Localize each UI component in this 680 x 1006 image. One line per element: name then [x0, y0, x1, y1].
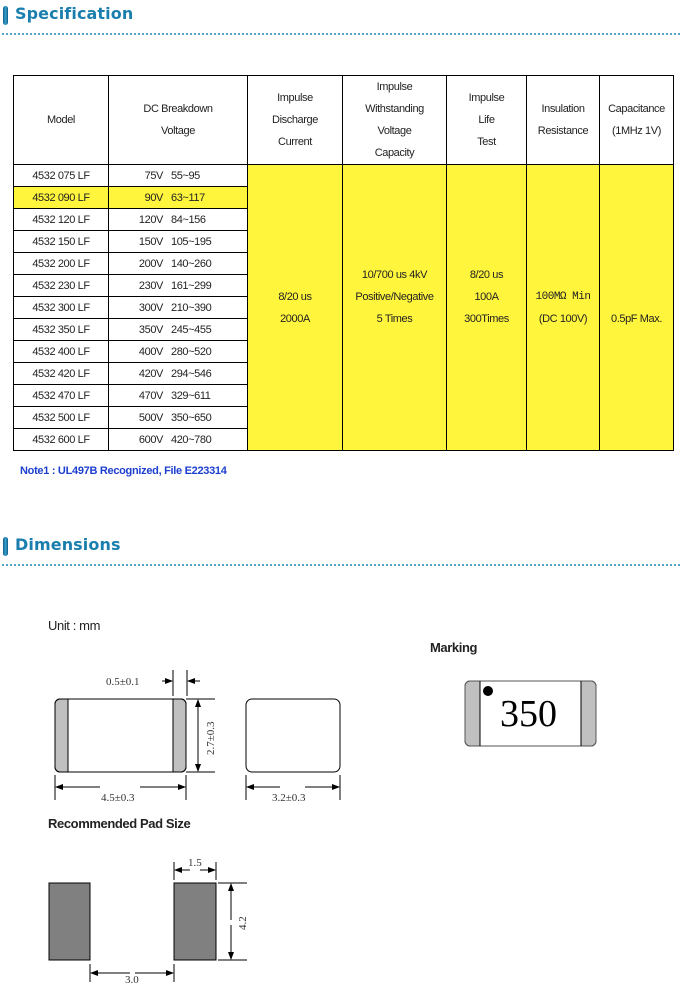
voltage-cell: 120V 84~156	[109, 209, 248, 231]
header-impulse-life: Impulse Life Test	[447, 76, 527, 165]
header-insulation: Insulation Resistance	[527, 76, 600, 165]
model-cell: 4532 470 LF	[14, 385, 109, 407]
impulse-withstanding-cell: 10/700 us 4kV Positive/Negative 5 Times	[343, 165, 447, 451]
model-cell: 4532 200 LF	[14, 253, 109, 275]
impulse-life-cell: 8/20 us 100A 300Times	[447, 165, 527, 451]
voltage-cell: 500V 350~650	[109, 407, 248, 429]
svg-text:0.5±0.1: 0.5±0.1	[106, 676, 140, 688]
model-cell: 4532 600 LF	[14, 429, 109, 451]
svg-text:4.2: 4.2	[237, 916, 249, 930]
voltage-cell: 230V 161~299	[109, 275, 248, 297]
marking-code: 350	[500, 693, 557, 735]
header-capacitance: Capacitance (1MHz 1V)	[600, 76, 674, 165]
model-cell: 4532 400 LF	[14, 341, 109, 363]
header-impulse-withstanding: Impulse Withstanding Voltage Capacity	[343, 76, 447, 165]
pad-size-label: Recommended Pad Size	[48, 816, 191, 831]
model-cell: 4532 500 LF	[14, 407, 109, 429]
ul-note: Note1 : UL497B Recognized, File E223314	[20, 465, 227, 477]
section-title: Dimensions	[15, 535, 121, 554]
model-cell: 4532 350 LF	[14, 319, 109, 341]
chip-top-view	[55, 670, 217, 804]
unit-label: Unit : mm	[48, 618, 101, 633]
svg-text:3.0: 3.0	[125, 974, 139, 986]
model-cell: 4532 075 LF	[14, 165, 109, 187]
header-model: Model	[14, 76, 109, 165]
pad-layout	[49, 857, 249, 986]
svg-text:1.5: 1.5	[188, 857, 202, 869]
voltage-cell: 600V 420~780	[109, 429, 248, 451]
voltage-cell: 350V 245~455	[109, 319, 248, 341]
voltage-cell: 300V 210~390	[109, 297, 248, 319]
header-impulse-discharge: Impulse Discharge Current	[248, 76, 343, 165]
model-cell: 4532 420 LF	[14, 363, 109, 385]
svg-text:3.2±0.3: 3.2±0.3	[272, 792, 306, 804]
voltage-cell: 75V 55~95	[109, 165, 248, 187]
svg-text:2.7±0.3: 2.7±0.3	[205, 721, 217, 755]
model-cell: 4532 150 LF	[14, 231, 109, 253]
voltage-cell: 470V 329~611	[109, 385, 248, 407]
voltage-cell: 90V 63~117	[109, 187, 248, 209]
model-cell: 4532 230 LF	[14, 275, 109, 297]
voltage-cell: 150V 105~195	[109, 231, 248, 253]
marking-chip	[465, 681, 596, 746]
model-cell: 4532 120 LF	[14, 209, 109, 231]
svg-text:4.5±0.3: 4.5±0.3	[101, 792, 135, 804]
chip-side-view	[246, 699, 340, 804]
insulation-cell: 100MΩ Min (DC 100V)	[527, 165, 600, 451]
header-dc-breakdown: DC Breakdown Voltage	[109, 76, 248, 165]
voltage-cell: 400V 280~520	[109, 341, 248, 363]
model-cell: 4532 300 LF	[14, 297, 109, 319]
impulse-discharge-cell: 8/20 us 2000A	[248, 165, 343, 451]
voltage-cell: 420V 294~546	[109, 363, 248, 385]
pin1-dot-icon	[483, 686, 493, 696]
voltage-cell: 200V 140~260	[109, 253, 248, 275]
section-title: Specification	[15, 4, 134, 23]
capacitance-cell: 0.5pF Max.	[600, 165, 674, 451]
marking-label: Marking	[430, 640, 478, 655]
model-cell: 4532 090 LF	[14, 187, 109, 209]
